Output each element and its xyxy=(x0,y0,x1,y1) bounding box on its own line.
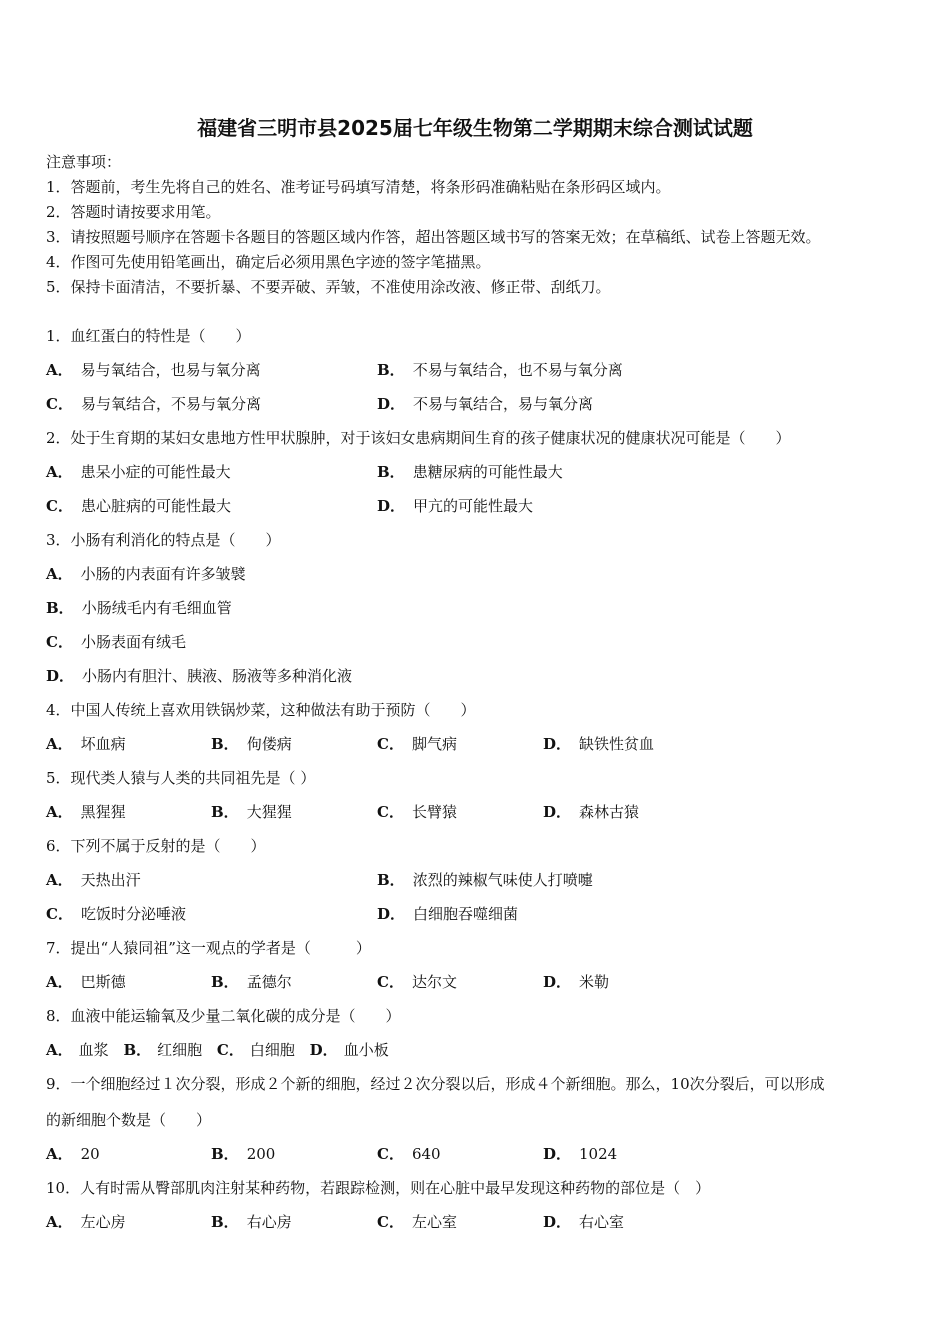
option-b: B． 右心房 xyxy=(211,1213,292,1231)
option-b: B． 佝偻病 xyxy=(211,735,292,753)
option-b: B． 孟德尔 xyxy=(211,973,292,991)
option-b: B． 浓烈的辣椒气味使人打喷嚏 xyxy=(377,871,593,889)
option-c: C． 易与氧结合，不易与氧分离 xyxy=(46,395,261,413)
question-stem: 4．中国人传统上喜欢用铁锅炒菜，这种做法有助于预防（ ） xyxy=(46,701,476,719)
option-d: D． 甲亢的可能性最大 xyxy=(377,497,534,515)
option-c: C． 白细胞 xyxy=(216,1041,295,1059)
option-d: D． 血小板 xyxy=(309,1041,389,1059)
option-d: D． 1024 xyxy=(543,1145,618,1163)
question-stem: 7．提出“人猿同祖”这一观点的学者是（ ） xyxy=(46,939,371,957)
option-c: C． 脚气病 xyxy=(377,735,457,753)
option-a: A． 血浆 xyxy=(46,1041,109,1059)
notice-item: 4．作图可先使用铅笔画出，确定后必须用黑色字迹的签字笔描黑。 xyxy=(46,253,491,271)
option-a: A． 黑猩猩 xyxy=(46,803,126,821)
option-c: C． 小肠表面有绒毛 xyxy=(46,633,186,651)
notice-item: 3．请按照题号顺序在答题卡各题目的答题区域内作答，超出答题区域书写的答案无效；在草稿纸、试卷上答题无效。 xyxy=(46,228,821,246)
option-a: A． 巴斯德 xyxy=(46,973,126,991)
option-d: D． 白细胞吞噬细菌 xyxy=(377,905,519,923)
question-stem: 6．下列不属于反射的是（ ） xyxy=(46,837,266,855)
notice-item: 5．保持卡面清洁，不要折暴、不要弄破、弄皱，不准使用涂改液、修正带、刮纸刀。 xyxy=(46,278,611,296)
question-stem: 1．血红蛋白的特性是（ ） xyxy=(46,327,251,345)
question-stem-continued: 的新细胞个数是（ ） xyxy=(46,1111,212,1129)
option-c: C． 长臂猿 xyxy=(377,803,457,821)
option-a: A． 天热出汗 xyxy=(46,871,141,889)
option-c: C． 达尔文 xyxy=(377,973,457,991)
option-a: A． 20 xyxy=(46,1145,100,1163)
page-title: 福建省三明市县2025届七年级生物第二学期期末综合测试试题 xyxy=(197,116,753,140)
option-b: B． 200 xyxy=(211,1145,276,1163)
question-stem: 5．现代类人猿与人类的共同祖先是（ ） xyxy=(46,769,316,787)
option-c: C． 640 xyxy=(377,1145,441,1163)
option-c: C． 左心室 xyxy=(377,1213,457,1231)
question-stem: 10．人有时需从臀部肌肉注射某种药物，若跟踪检测，则在心脏中最早发现这种药物的部位是（ ） xyxy=(46,1179,711,1197)
option-c: C． 患心脏病的可能性最大 xyxy=(46,497,231,515)
option-a: A． 坏血病 xyxy=(46,735,126,753)
option-b: B． 大猩猩 xyxy=(211,803,292,821)
option-a: A． 小肠的内表面有许多皱襞 xyxy=(46,565,246,583)
option-d: D． 小肠内有胆汁、胰液、肠液等多种消化液 xyxy=(46,667,353,685)
option-d: D． 米勒 xyxy=(543,973,610,991)
notice-item: 1．答题前，考生先将自己的姓名、准考证号码填写清楚，将条形码准确粘贴在条形码区域内。 xyxy=(46,178,671,196)
option-d: D． 缺铁性贫血 xyxy=(543,735,655,753)
option-d: D． 不易与氧结合，易与氧分离 xyxy=(377,395,594,413)
option-c: C． 吃饭时分泌唾液 xyxy=(46,905,186,923)
question-stem: 8．血液中能运输氧及少量二氧化碳的成分是（ ） xyxy=(46,1007,401,1025)
option-b: B． 红细胞 xyxy=(123,1041,203,1059)
notice-heading: 注意事项： xyxy=(46,153,122,171)
option-b: B． 患糖尿病的可能性最大 xyxy=(377,463,563,481)
inline-options xyxy=(46,1040,399,1060)
option-b: B． 小肠绒毛内有毛细血管 xyxy=(46,599,232,617)
option-a: A． 易与氧结合，也易与氧分离 xyxy=(46,361,261,379)
option-a: A． 左心房 xyxy=(46,1213,126,1231)
option-d: D． 右心室 xyxy=(543,1213,625,1231)
question-stem: 9．一个细胞经过１次分裂，形成２个新的细胞，经过２次分裂以后，形成４个新细胞。那么，10次分裂后，可以形成 xyxy=(46,1075,825,1093)
question-stem: 3．小肠有利消化的特点是（ ） xyxy=(46,531,281,549)
notice-item: 2．答题时请按要求用笔。 xyxy=(46,203,221,221)
option-a: A． 患呆小症的可能性最大 xyxy=(46,463,231,481)
option-b: B． 不易与氧结合，也不易与氧分离 xyxy=(377,361,623,379)
question-stem: 2．处于生育期的某妇女患地方性甲状腺肿，对于该妇女患病期间生育的孩子健康状况的健康状况可能是（ ） xyxy=(46,429,791,447)
option-d: D． 森林古猿 xyxy=(543,803,640,821)
